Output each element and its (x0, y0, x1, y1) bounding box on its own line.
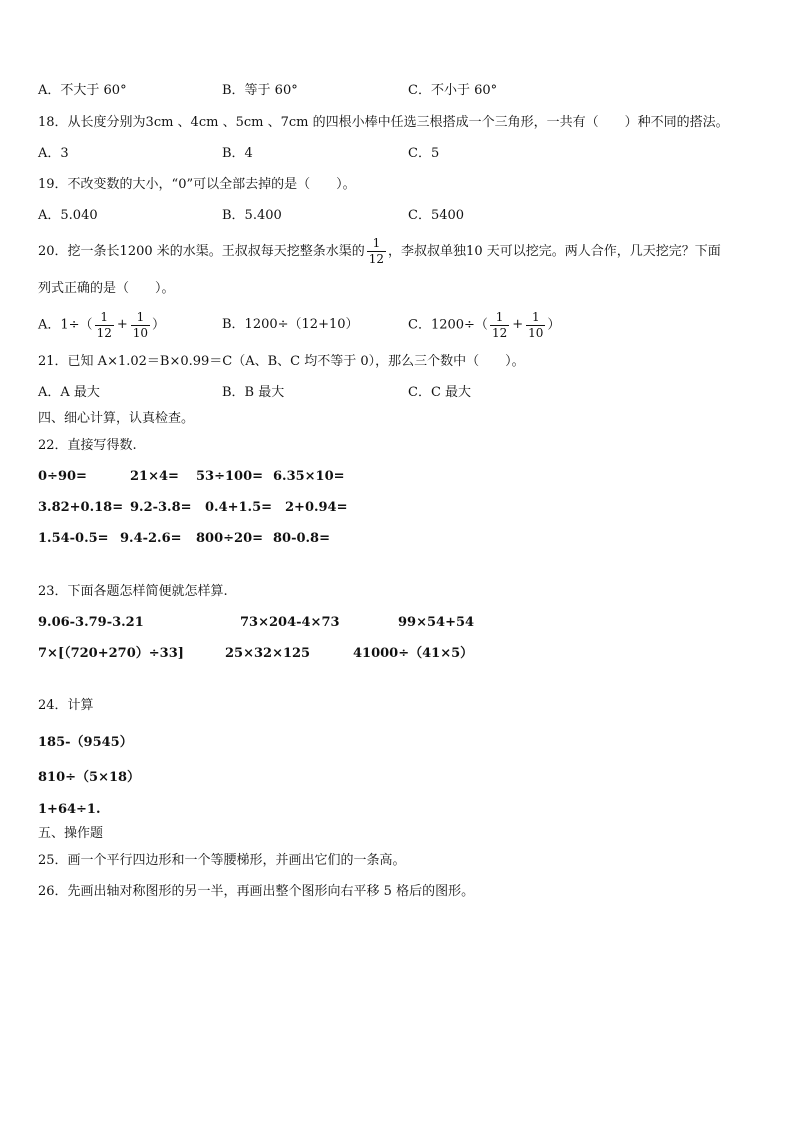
option-b: B．4 (222, 146, 253, 161)
question-19: 19．不改变数的大小，“0”可以全部去掉的是（ ）。 (38, 177, 356, 192)
question-21: 21．已知 A×1.02＝B×0.99＝C（A、B、C 均不等于 0），那么三个数中（ ）。 (38, 354, 525, 369)
question-20-text-cont: ，李叔叔单独10 天可以挖完。两人合作，几天挖完？下面 (388, 244, 721, 259)
calc-item: 0÷90= (38, 469, 87, 484)
question-22: 22．直接写得数. (38, 438, 137, 453)
option-a: A．1÷（ $\frac{1}{12}$ + $\frac{1}{10}$ ） (38, 309, 166, 340)
option-c: C．5400 (408, 208, 465, 223)
calc-item: 99×54+54 (398, 615, 475, 630)
section-heading-5: 五、操作题 (38, 826, 104, 841)
calc-item: 810÷（5×18） (38, 770, 141, 785)
option-c: C．C 最大 (408, 385, 472, 400)
calc-item: 73×204-4×73 (240, 615, 340, 630)
option-a: A．5.040 (38, 208, 98, 223)
question-20-line2: 列式正确的是（ ）。 (38, 281, 175, 296)
option-b: B．B 最大 (222, 385, 285, 400)
calc-item: 9.4-2.6= (120, 531, 182, 546)
calc-item: 2+0.94= (285, 500, 348, 515)
option-c: C．5 (408, 146, 440, 161)
question-18: 18．从长度分别为3cm 、4cm 、5cm 、7cm 的四根小棒中任选三根搭成一个三角形，一共有（ ）种不同的搭法。 (38, 115, 729, 130)
calc-item: 1+64÷1. (38, 802, 101, 817)
question-26: 26．先画出轴对称图形的另一半，再画出整个图形向右平移 5 格后的图形。 (38, 884, 475, 899)
option-c: C．不小于 60° (408, 83, 498, 98)
calc-item: 0.4+1.5= (205, 500, 273, 515)
calc-item: 800÷20= (196, 531, 264, 546)
question-25: 25．画一个平行四边形和一个等腰梯形，并画出它们的一条高。 (38, 853, 406, 868)
option-b: B．1200÷（12+10） (222, 317, 359, 332)
question-24: 24．计算 (38, 698, 94, 713)
fraction: $\frac{1}{12}$ (368, 236, 385, 266)
option-c: C．1200÷（ $\frac{1}{12}$ + $\frac{1}{10}$ ） (408, 309, 561, 340)
calc-item: 7×[（720+270）÷33] (38, 646, 184, 661)
fraction: $\frac{1}{12}$ (491, 309, 508, 340)
calc-item: 80-0.8= (273, 531, 330, 546)
calc-item: 21×4= (130, 469, 179, 484)
calc-item: 25×32×125 (225, 646, 311, 661)
section-heading-4: 四、细心计算，认真检查。 (38, 411, 195, 426)
option-b: B．5.400 (222, 208, 282, 223)
fraction: $\frac{1}{12}$ (96, 309, 112, 340)
calc-item: 41000÷（41×5） (353, 646, 474, 661)
calc-item: 3.82+0.18= (38, 500, 124, 515)
question-20-text: 20．挖一条长1200 米的水渠。王叔叔每天挖整条水渠的 (38, 244, 365, 259)
calc-item: 6.35×10= (273, 469, 345, 484)
fraction: $\frac{1}{10}$ (528, 309, 544, 340)
calc-item: 9.06-3.79-3.21 (38, 615, 144, 630)
option-a: A．A 最大 (38, 385, 100, 400)
question-20 (38, 236, 721, 268)
calc-item: 1.54-0.5= (38, 531, 109, 546)
calc-item: 185-（9545） (38, 735, 133, 750)
calc-item: 53÷100= (196, 469, 264, 484)
fraction: $\frac{1}{10}$ (132, 309, 149, 340)
option-a: A．不大于 60° (38, 83, 127, 98)
option-a: A．3 (38, 146, 69, 161)
option-b: B．等于 60° (222, 83, 298, 98)
question-23: 23．下面各题怎样简便就怎样算. (38, 584, 228, 599)
calc-item: 9.2-3.8= (130, 500, 192, 515)
